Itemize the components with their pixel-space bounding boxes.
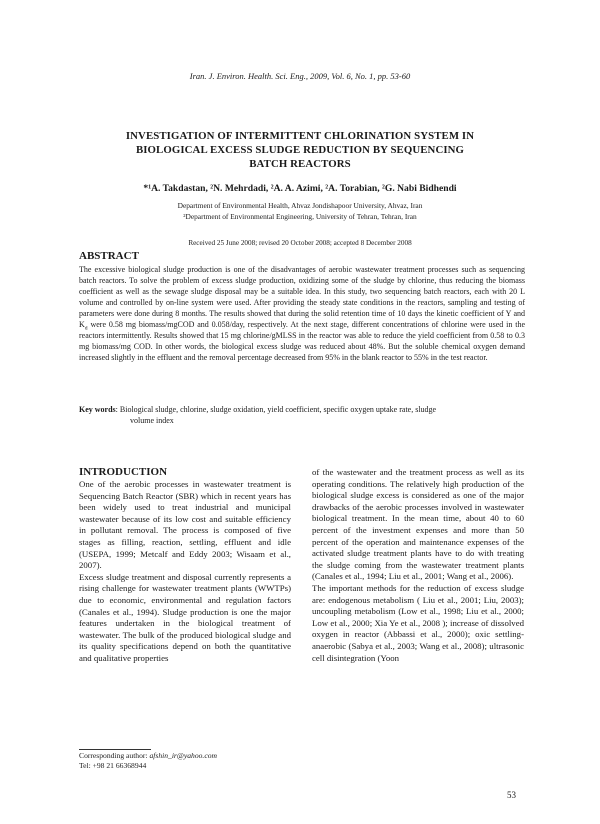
abstract-text-part2: were 0.58 mg biomass/mgCOD and 0.058/day, respectively. At the next stage, different concentrations of chlorine were used in the reactors intermittently. Results showed that 15 mg chlorine/gMLSS in the reactor was able to reduce the yield coefficient from 0.58 to 0.3 mg biomass/mg COD. In other words, the biological excess sludge was reduced about 48%. But the soluble chemical oxygen demand increased slightly in the effluent and the removal percentage decreased from 95% in the blank reactor to 55% in the test reactor.: [79, 320, 525, 362]
page-number: 53: [507, 790, 516, 800]
right-column: [312, 467, 524, 664]
footnote-label: Corresponding author:: [79, 751, 150, 760]
keywords-label: Key words: [79, 405, 116, 414]
abstract-text-part1: The excessive biological sludge production is one of the disadvantages of aerobic wastewater treatment processes such as sequencing batch reactors. To solve the problem of excess sludge production, oxidizing some of the sludge by chlorine, thus reducing the biomass coefficient as well as the sewage sludge disposal may be a suitable idea. In this study, two sequencing batch reactors, each with 20 L volume and controlled by on-line system were used. After providing the steady state conditions in the reactors, sampling and testing of parameters were done during 8 months. The results showed that during the solid retention time of 10 days the kinetic coefficient of Y and K: [79, 265, 525, 329]
paper-title: [90, 129, 510, 171]
footnote-divider: [79, 749, 151, 750]
introduction-heading: INTRODUCTION: [79, 466, 168, 478]
left-column: [79, 466, 291, 665]
author-telephone: Tel: +98 21 66368944: [79, 761, 147, 770]
title-line-1: INVESTIGATION OF INTERMITTENT CHLORINATION SYSTEM IN: [125, 130, 475, 142]
abstract-heading: ABSTRACT: [79, 250, 139, 262]
affiliation-1: Department of Environmental Health, Ahvaz Jondishapoor University, Ahvaz, Iran: [177, 201, 423, 210]
intro-paragraph-3: of the wastewater and the treatment process as well as its operating conditions. The relatively high production of the biological sludge excess is considered as one of the major drawbacks of the aerobic processes involved in wastewater biological treatment. In the mean time, about 40 to 60 percent of the investment expenses and more than 50 percent of the operation and maintenance expenses of the activated sludge treatment plants have to do with treating the sludge coming from the wastewater treatment plants (Canales et al., 1994; Liu et al., 2001; Wang et al., 2006).: [312, 467, 524, 582]
abstract-subscript: d: [84, 325, 88, 332]
keywords-text-continued: volume index: [130, 416, 174, 425]
intro-paragraph-2: Excess sludge treatment and disposal currently represents a rising challenge for wastewater treatment plants (WWTPs) due to economic, environmental and regulation factors (Canales et al., 1994). Sludge production is one the major features undertaken in the biological treatment of wastewater. The bulk of the produced biological sludge and its quality specifications depend on both the quantitative and qualitative properties: [79, 571, 291, 663]
received-dates: Received 25 June 2008; revised 20 October 2008; accepted 8 December 2008: [188, 239, 412, 247]
keywords-text: : Biological sludge, chlorine, sludge oxidation, yield coefficient, specific oxygen uptake rate, sludge: [115, 405, 437, 414]
title-line-2: BIOLOGICAL EXCESS SLUDGE REDUCTION BY SEQUENCING: [135, 144, 465, 156]
intro-paragraph-4: The important methods for the reduction of excess sludge are: endogenous metabolism ( Liu et al., 2001; Liu, 2003); uncoupling metabolism (Low et al., 1998; Liu et al., 2000; Low et al., 2000; Xia Ye et al., 2008 ); increase of dissolved oxygen in reactor (Abbassi et al., 2000); oxic settling- anaerobic (Sabya et al., 2003; Wang et al., 2008); ultrasonic cell disintegration (Yoon: [312, 582, 524, 663]
keywords: [79, 404, 525, 426]
journal-header: Iran. J. Environ. Health. Sci. Eng., 2009, Vol. 6, No. 1, pp. 53-60: [189, 71, 411, 81]
author-list: *¹A. Takdastan, ²N. Mehrdadi, ²A. A. Azimi, ²A. Torabian, ²G. Nabi Bidhendi: [143, 183, 457, 194]
corresponding-author-footnote: [79, 751, 217, 771]
abstract-body: [79, 264, 525, 363]
intro-paragraph-1: One of the aerobic processes in wastewater treatment is Sequencing Batch Reactor (SBR) which in recent years has been widely used to treat industrial and municipal wastewater because of its low cost and suitable efficiency in pollutant removal. The process is composed of five stages as filling, reaction, settling, effluent and idle (USEPA, 1999; Metcalf and Eddy 2003; Wisaam et al., 2007).: [79, 479, 291, 571]
author-email: afshin_ir@yahoo.com: [149, 751, 217, 760]
title-line-3: BATCH REACTORS: [249, 158, 351, 170]
affiliation-2: ²Department of Environmental Engineering, University of Tehran, Tehran, Iran: [183, 212, 417, 221]
